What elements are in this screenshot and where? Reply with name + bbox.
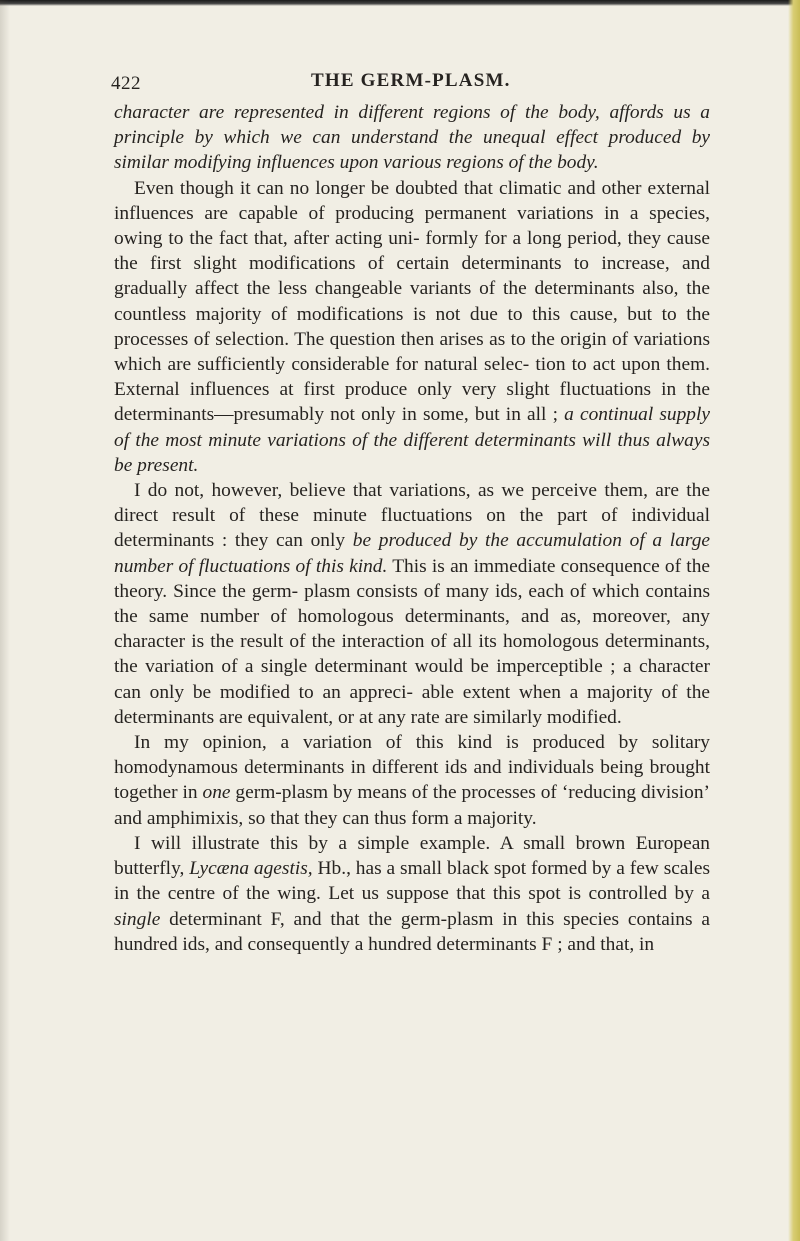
text-segment: Hb., has a small black spot formed by a few scales in the centre of the wing. Let us suppose that this spot is controlled by a — [114, 858, 710, 905]
text-segment: one — [202, 782, 231, 804]
paragraph-3 — [114, 478, 710, 730]
scan-gutter-shadow — [0, 0, 10, 1241]
page-edge-gilt — [788, 0, 800, 1241]
paragraph-2 — [114, 176, 710, 478]
text-segment: Even though it can no longer be doubted that climatic and other external influences are capable of producing permanent variations in a species, owing to the fact that, after acting uni- formly for a long period, they cause the first slight modifications of certain determinants to increase, and gradually affect the less changeable variants of the determinants also, the countless majority of modifications is not due to this cause, but to the processes of selection. The question then arises as to the origin of variations which are sufficiently considerable for natural selec- tion to act upon them. External influences at first produce only very slight fluctuations in the determinants—presumably not only in some, but in all ; — [114, 177, 710, 426]
text-segment: determinant F, and that the germ-plasm in this species contains a hundred ids, and consequently a hundred determinants F ; and that, in — [114, 908, 710, 955]
running-title: THE GERM-PLASM. — [311, 70, 511, 91]
text-segment: a continual supply of the most minute variations of the different determinants will thus always be present. — [114, 404, 710, 476]
body-text — [114, 100, 710, 957]
running-head — [111, 70, 713, 94]
paragraph-4 — [114, 730, 710, 831]
paragraph-5 — [114, 831, 710, 957]
text-segment: I do not, however, believe that variations, as we perceive them, are the direct result of these minute fluctuations on the part of individual determinants : they can only — [114, 480, 710, 552]
text-segment: I will illustrate this by a simple example. A small brown European butterfly, — [114, 832, 710, 880]
text-segment: single — [114, 908, 161, 930]
text-segment: Lycæna agestis, — [189, 858, 313, 880]
book-page — [111, 70, 711, 957]
page-number: 422 — [111, 73, 141, 94]
text-segment: character are represented in different regions of the body, affords us a principle by which we can understand the unequal effect produced by similar modifying influences upon various regions of the body. — [114, 102, 710, 174]
scan-top-edge — [0, 0, 800, 6]
paragraph-1 — [114, 100, 710, 176]
text-segment: be produced by the accumulation of a large number of fluctuations of this kind. — [114, 530, 711, 577]
text-segment: This is an immediate consequence of the theory. Since the germ- plasm consists of many ids, each of which contains the same number of homologous determinants, and as, moreover, any character is the result of the interaction of all its homologous determinants, the variation of a single determinant would be imperceptible ; a character can only be modified to an appreci- able extent when a majority of the determinants are equivalent, or at any rate are similarly modified. — [114, 555, 710, 728]
text-segment: germ-plasm by means of the processes of ‘reducing division’ and amphimixis, so that they can thus form a majority. — [114, 782, 711, 829]
text-segment: In my opinion, a variation of this kind is produced by solitary homodynamous determinants in different ids and individuals being brought together in — [114, 732, 710, 804]
